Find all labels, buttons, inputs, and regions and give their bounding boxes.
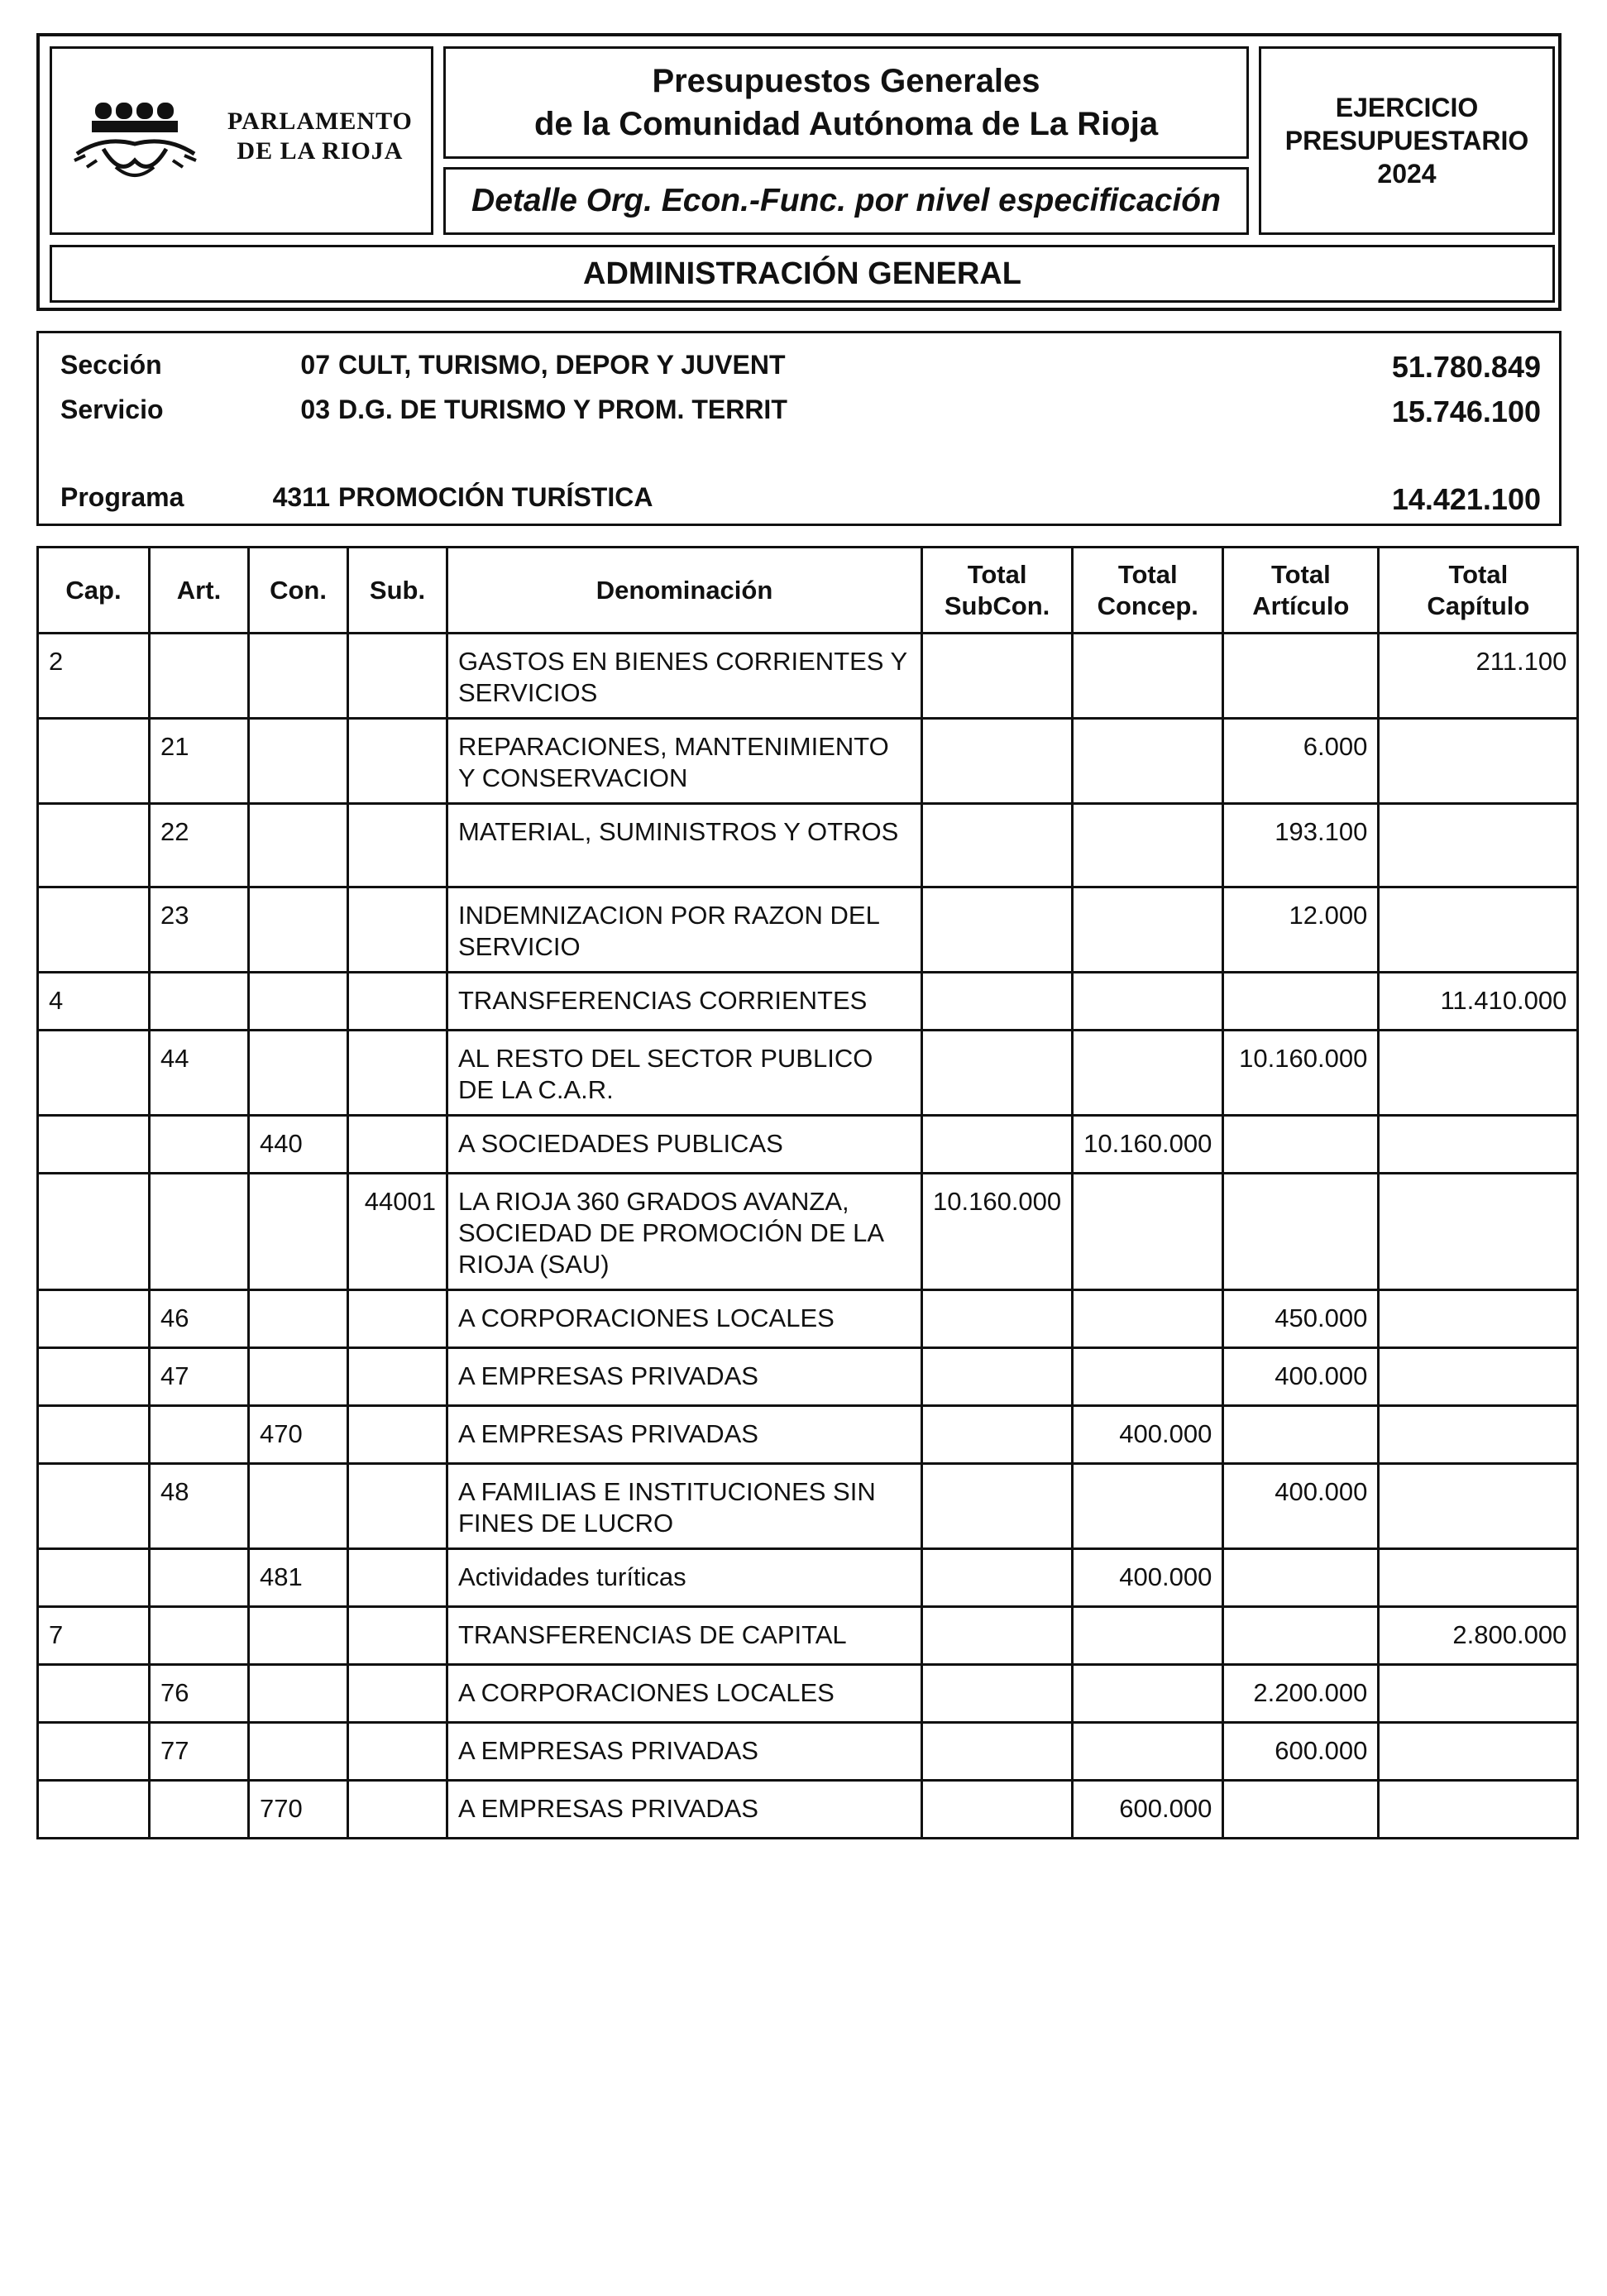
cell-art: 21 [150,719,249,804]
cell-total-subcon: 10.160.000 [922,1174,1073,1290]
cell-art: 22 [150,804,249,887]
cell-denominacion: INDEMNIZACION POR RAZON DEL SERVICIO [447,887,922,973]
cell-con: 440 [249,1116,348,1174]
cell-sub [348,1116,447,1174]
cell-art: 48 [150,1464,249,1549]
table-row [38,973,1578,1031]
cell-total-capitulo [1379,1665,1578,1723]
logo-text-line1: PARLAMENTO [227,108,413,135]
cell-total-concep [1073,1348,1223,1406]
table-row [38,719,1578,804]
cell-total-subcon [922,634,1073,719]
cell-art [150,973,249,1031]
cell-total-concep [1073,719,1223,804]
cell-total-subcon [922,804,1073,887]
cell-sub [348,1031,447,1116]
cell-total-articulo: 2.200.000 [1223,1665,1379,1723]
cell-art: 23 [150,887,249,973]
logo-box [50,46,433,235]
cell-art: 77 [150,1723,249,1781]
cell-total-concep [1073,634,1223,719]
cell-con: 470 [249,1406,348,1464]
seccion-code: 07 [300,350,330,380]
cell-sub [348,1549,447,1607]
cell-art [150,1607,249,1665]
cell-total-concep: 400.000 [1073,1549,1223,1607]
header-cap: Cap. [38,548,150,634]
cell-total-articulo [1223,1174,1379,1290]
cell-total-articulo: 193.100 [1223,804,1379,887]
header-total-capitulo-line2: Capítulo [1427,591,1530,620]
cell-denominacion: A CORPORACIONES LOCALES [447,1290,922,1348]
table-row [38,1290,1578,1348]
cell-cap [38,1665,150,1723]
cell-total-capitulo [1379,1348,1578,1406]
cell-total-capitulo [1379,1116,1578,1174]
programa-row [39,482,1559,515]
cell-total-articulo [1223,1116,1379,1174]
cell-sub [348,1348,447,1406]
table-row [38,634,1578,719]
cell-total-capitulo [1379,1174,1578,1290]
header-con: Con. [249,548,348,634]
ejercicio-box [1259,46,1555,235]
cell-denominacion: TRANSFERENCIAS CORRIENTES [447,973,922,1031]
cell-total-articulo [1223,1549,1379,1607]
cell-total-subcon [922,1607,1073,1665]
cell-total-subcon [922,1348,1073,1406]
cell-sub [348,1723,447,1781]
programa-label: Programa [60,482,184,512]
cell-cap [38,1290,150,1348]
cell-con [249,1290,348,1348]
cell-art [150,1781,249,1839]
cell-sub [348,1464,447,1549]
cell-total-articulo: 400.000 [1223,1464,1379,1549]
cell-denominacion: A EMPRESAS PRIVADAS [447,1723,922,1781]
header-denominacion: Denominación [447,548,922,634]
cell-cap [38,1781,150,1839]
header-total-capitulo [1379,548,1578,634]
header-total-concep-line1: Total [1117,559,1178,589]
cell-denominacion: GASTOS EN BIENES CORRIENTES Y SERVICIOS [447,634,922,719]
cell-sub [348,1607,447,1665]
cell-con: 770 [249,1781,348,1839]
cell-total-capitulo [1379,1723,1578,1781]
document-header [36,33,1562,311]
seccion-row [39,350,1559,383]
table-row [38,804,1578,887]
cell-sub [348,1290,447,1348]
cell-total-capitulo [1379,1031,1578,1116]
cell-total-capitulo: 11.410.000 [1379,973,1578,1031]
subtitle: Detalle Org. Econ.-Func. por nivel especificación [471,183,1221,218]
cell-total-subcon [922,1031,1073,1116]
cell-denominacion: A EMPRESAS PRIVADAS [447,1406,922,1464]
cell-total-subcon [922,1781,1073,1839]
table-row [38,1781,1578,1839]
title-line2: de la Comunidad Autónoma de La Rioja [533,106,1159,142]
table-row [38,1665,1578,1723]
cell-cap [38,1031,150,1116]
cell-denominacion: A CORPORACIONES LOCALES [447,1665,922,1723]
table-header-row [38,548,1578,634]
header-sub: Sub. [348,548,447,634]
table-body [38,634,1578,1839]
servicio-amount: 15.746.100 [1391,395,1541,428]
cell-con [249,887,348,973]
cell-total-subcon [922,1464,1073,1549]
cell-con [249,719,348,804]
cell-total-concep [1073,1665,1223,1723]
cell-cap [38,1723,150,1781]
cell-total-concep [1073,1031,1223,1116]
table-row [38,1723,1578,1781]
cell-con [249,634,348,719]
header-total-articulo-line1: Total [1270,559,1331,589]
header-total-concep-line2: Concep. [1097,591,1198,620]
cell-art: 46 [150,1290,249,1348]
cell-total-concep [1073,1607,1223,1665]
title-box [443,46,1249,159]
cell-sub [348,1406,447,1464]
cell-denominacion: A EMPRESAS PRIVADAS [447,1348,922,1406]
header-total-subcon-line2: SubCon. [944,591,1050,620]
table-row [38,1406,1578,1464]
servicio-name: D.G. DE TURISMO Y PROM. TERRIT [338,395,787,424]
cell-denominacion: REPARACIONES, MANTENIMIENTO Y CONSERVACION [447,719,922,804]
logo-text-line2: DE LA RIOJA [237,137,404,165]
cell-total-capitulo [1379,804,1578,887]
cell-total-subcon [922,1665,1073,1723]
cell-total-articulo: 12.000 [1223,887,1379,973]
cell-total-concep [1073,1723,1223,1781]
programa-name: PROMOCIÓN TURÍSTICA [338,482,653,512]
cell-total-articulo: 450.000 [1223,1290,1379,1348]
cell-total-subcon [922,1290,1073,1348]
cell-total-concep [1073,1464,1223,1549]
cell-con [249,804,348,887]
cell-denominacion: LA RIOJA 360 GRADOS AVANZA, SOCIEDAD DE PROMOCIÓN DE LA RIOJA (SAU) [447,1174,922,1290]
cell-total-capitulo: 2.800.000 [1379,1607,1578,1665]
header-total-subcon-line1: Total [967,559,1027,589]
cell-cap [38,1348,150,1406]
cell-sub [348,1665,447,1723]
cell-con [249,1665,348,1723]
table-row [38,1348,1578,1406]
seccion-label: Sección [60,350,162,380]
cell-cap [38,804,150,887]
header-total-subcon [922,548,1073,634]
cell-total-capitulo [1379,1549,1578,1607]
table-row [38,1464,1578,1549]
cell-art [150,1549,249,1607]
table-row [38,1549,1578,1607]
programa-code: 4311 [272,482,330,512]
cell-total-subcon [922,719,1073,804]
cell-total-articulo [1223,1781,1379,1839]
cell-total-articulo [1223,973,1379,1031]
cell-art: 47 [150,1348,249,1406]
cell-con [249,973,348,1031]
cell-art: 44 [150,1031,249,1116]
servicio-code: 03 [300,395,330,424]
header-total-concep [1073,548,1223,634]
cell-con [249,1348,348,1406]
cell-total-articulo [1223,634,1379,719]
cell-total-concep: 400.000 [1073,1406,1223,1464]
cell-sub [348,1781,447,1839]
cell-denominacion: A EMPRESAS PRIVADAS [447,1781,922,1839]
cell-con [249,1607,348,1665]
cell-art [150,1406,249,1464]
cell-con [249,1723,348,1781]
ejercicio-line2: PRESUPUESTARIO [1284,126,1529,155]
cell-sub [348,634,447,719]
cell-art [150,1174,249,1290]
cell-total-articulo: 6.000 [1223,719,1379,804]
cell-denominacion: TRANSFERENCIAS DE CAPITAL [447,1607,922,1665]
servicio-row [39,395,1559,428]
table-row [38,1116,1578,1174]
logo-text [227,107,413,166]
cell-denominacion: MATERIAL, SUMINISTROS Y OTROS [447,804,922,887]
cell-total-articulo [1223,1406,1379,1464]
seccion-name: CULT, TURISMO, DEPOR Y JUVENT [338,350,786,380]
header-total-articulo [1223,548,1379,634]
cell-denominacion: A FAMILIAS E INSTITUCIONES SIN FINES DE LUCRO [447,1464,922,1549]
programa-amount: 14.421.100 [1391,482,1541,516]
cell-sub [348,973,447,1031]
cell-total-concep [1073,804,1223,887]
cell-cap [38,1174,150,1290]
cell-sub [348,887,447,973]
cell-cap: 2 [38,634,150,719]
cell-total-concep: 10.160.000 [1073,1116,1223,1174]
cell-denominacion: A SOCIEDADES PUBLICAS [447,1116,922,1174]
title-line1: Presupuestos Generales [652,63,1040,99]
cell-total-capitulo [1379,1781,1578,1839]
cell-sub [348,804,447,887]
header-total-capitulo-line1: Total [1448,559,1509,589]
cell-total-concep: 600.000 [1073,1781,1223,1839]
cell-total-subcon [922,1549,1073,1607]
cell-total-subcon [922,1723,1073,1781]
servicio-label: Servicio [60,395,164,424]
cell-cap [38,887,150,973]
cell-con [249,1464,348,1549]
budget-table [36,546,1579,1839]
table-row [38,1031,1578,1116]
cell-total-concep [1073,1290,1223,1348]
cell-total-subcon [922,973,1073,1031]
cell-total-articulo: 600.000 [1223,1723,1379,1781]
cell-art [150,1116,249,1174]
cell-con [249,1174,348,1290]
organization-box [50,245,1555,303]
cell-cap [38,1549,150,1607]
cell-con [249,1031,348,1116]
cell-total-articulo [1223,1607,1379,1665]
cell-total-capitulo [1379,887,1578,973]
cell-cap: 7 [38,1607,150,1665]
cell-total-capitulo [1379,1290,1578,1348]
table-row [38,887,1578,973]
cell-total-capitulo [1379,719,1578,804]
cell-cap [38,1464,150,1549]
cell-denominacion: AL RESTO DEL SECTOR PUBLICO DE LA C.A.R. [447,1031,922,1116]
header-art: Art. [150,548,249,634]
header-total-articulo-line2: Artículo [1252,591,1350,620]
cell-cap [38,1116,150,1174]
cell-art: 76 [150,1665,249,1723]
table-row [38,1174,1578,1290]
subtitle-box [443,167,1249,235]
budget-info-box [36,331,1562,526]
cell-total-capitulo [1379,1406,1578,1464]
cell-total-subcon [922,887,1073,973]
cell-cap [38,1406,150,1464]
cell-total-subcon [922,1116,1073,1174]
organization-title: ADMINISTRACIÓN GENERAL [583,256,1021,291]
cell-total-capitulo: 211.100 [1379,634,1578,719]
table-row [38,1607,1578,1665]
parliament-crest-icon [70,94,211,194]
cell-sub [348,719,447,804]
cell-total-subcon [922,1406,1073,1464]
cell-total-articulo: 400.000 [1223,1348,1379,1406]
ejercicio-line1: EJERCICIO [1335,93,1479,122]
cell-sub: 44001 [348,1174,447,1290]
seccion-amount: 51.780.849 [1391,350,1541,384]
cell-total-concep [1073,973,1223,1031]
cell-total-articulo: 10.160.000 [1223,1031,1379,1116]
cell-art [150,634,249,719]
cell-cap [38,719,150,804]
cell-denominacion: Actividades turíticas [447,1549,922,1607]
cell-total-capitulo [1379,1464,1578,1549]
cell-total-concep [1073,887,1223,973]
ejercicio-year: 2024 [1377,159,1437,189]
cell-total-concep [1073,1174,1223,1290]
cell-cap: 4 [38,973,150,1031]
cell-con: 481 [249,1549,348,1607]
